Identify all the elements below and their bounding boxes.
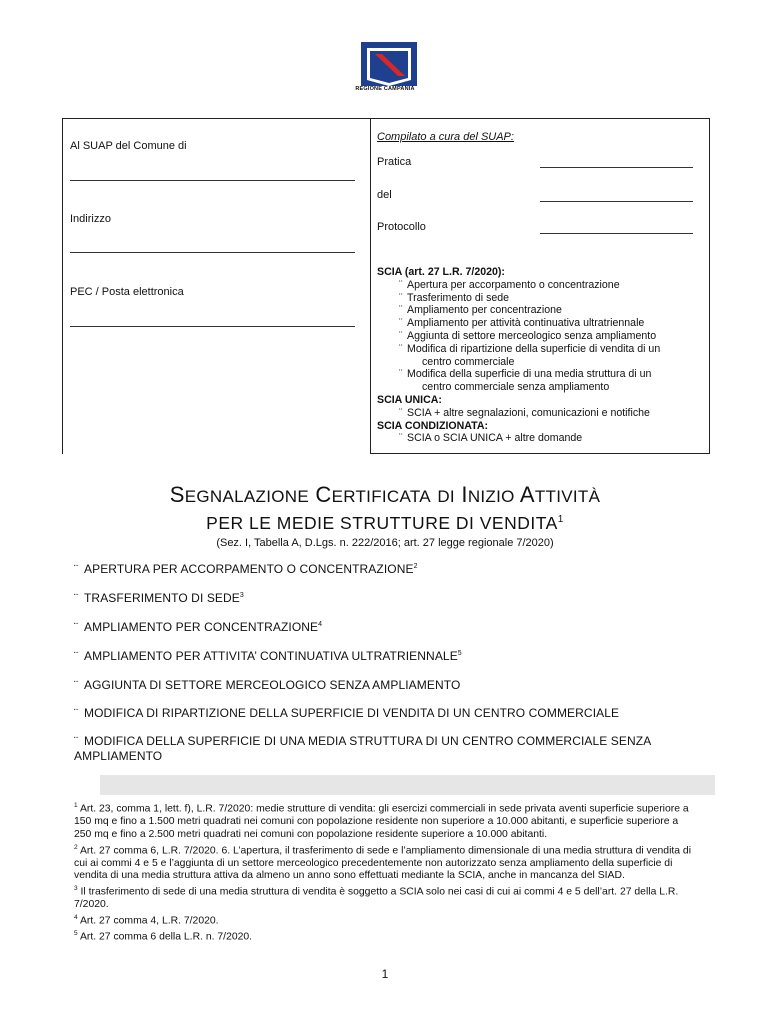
protocollo-label: Protocollo <box>377 221 426 233</box>
scia-option[interactable]: ¨ Trasferimento di sede <box>399 291 510 304</box>
scia-unica-head: SCIA UNICA: <box>377 393 442 406</box>
scia-option-cont: centro commerciale <box>422 355 515 368</box>
scia-cond-head: SCIA CONDIZIONATA: <box>377 419 489 432</box>
scia-unica-option[interactable]: ¨ SCIA + altre segnalazioni, comunicazioni e notifiche <box>399 406 650 419</box>
pec-label: PEC / Posta elettronica <box>70 286 184 298</box>
pratica-label: Pratica <box>377 156 412 168</box>
protocollo-field[interactable] <box>540 233 693 234</box>
checkbox-icon[interactable]: ¨ <box>399 304 403 317</box>
scia-option[interactable]: ¨ Modifica della superficie di una media struttura di un <box>399 368 652 381</box>
checkbox-icon[interactable]: ¨ <box>399 406 403 419</box>
address-field[interactable] <box>70 252 355 253</box>
footnotes <box>74 800 694 944</box>
checkbox-icon[interactable]: ¨ <box>74 734 79 748</box>
page-number: 1 <box>381 967 389 981</box>
addressee-label: Al SUAP del Comune di <box>70 140 187 152</box>
checkbox-icon[interactable]: ¨ <box>74 562 79 576</box>
scia-head: SCIA (art. 27 L.R. 7/2020): <box>377 266 505 278</box>
scia-option[interactable]: ¨ Modifica di ripartizione della superficie di vendita di un <box>399 342 661 355</box>
del-field[interactable] <box>540 201 693 202</box>
scia-type-list <box>377 266 707 445</box>
document-subtitle: PER LE MEDIE STRUTTURE DI VENDITA$^1$ <box>206 513 564 533</box>
scia-option[interactable]: ¨ Apertura per accorpamento o concentrazione <box>399 278 620 291</box>
addressee-field[interactable] <box>70 180 355 181</box>
scia-option[interactable]: ¨ Aggiunta di settore merceologico senza ampliamento <box>399 329 657 342</box>
pec-field[interactable] <box>70 326 355 327</box>
checkbox-icon[interactable]: ¨ <box>74 620 79 634</box>
logo-caption: REGIONE CAMPANIA <box>355 86 415 92</box>
separator-bar <box>100 775 715 795</box>
checkbox-icon[interactable]: ¨ <box>399 278 403 291</box>
checkbox-icon[interactable]: ¨ <box>74 706 79 720</box>
pratica-field[interactable] <box>540 167 693 168</box>
scia-option[interactable]: ¨ Ampliamento per concentrazione <box>399 304 562 317</box>
checkbox-icon[interactable]: ¨ <box>399 342 403 355</box>
suap-title: Compilato a cura del SUAP: <box>377 131 514 143</box>
option-modifica-superficie[interactable]: ¨ MODIFICA DELLA SUPERFICIE DI UNA MEDIA STRUTTURA DI UN CENTRO COMMERCIALE SENZA AMPLIAMENTO <box>74 734 652 763</box>
option-ampliamento-ultratriennale[interactable]: ¨ AMPLIAMENTO PER ATTIVITA’ CONTINUATIVA ULTRATRIENNALE$^5$ <box>74 649 462 663</box>
option-apertura[interactable]: ¨ APERTURA PER ACCORPAMENTO O CONCENTRAZIONE$^2$ <box>74 562 418 576</box>
checkbox-icon[interactable]: ¨ <box>399 432 403 445</box>
option-ampliamento-concentrazione[interactable]: ¨ AMPLIAMENTO PER CONCENTRAZIONE$^4$ <box>74 620 323 634</box>
checkbox-icon[interactable]: ¨ <box>399 368 403 381</box>
option-aggiunta-settore[interactable]: ¨ AGGIUNTA DI SETTORE MERCEOLOGICO SENZA AMPLIAMENTO <box>74 678 461 692</box>
document-title: SEGNALAZIONE CERTIFICATA DI INIZIO ATTIVITÀ <box>169 482 601 507</box>
scia-option[interactable]: ¨ Ampliamento per attività continuativa ultratriennale <box>399 317 645 330</box>
checkbox-icon[interactable]: ¨ <box>74 678 79 692</box>
checkbox-icon[interactable]: ¨ <box>74 591 79 605</box>
footnote: $^2$ Art. 27 comma 6, L.R. 7/2020. 6. L’apertura, il trasferimento di sede e l’ampliamento dimensionale di una media struttura di vendita di cui ai commi 4 e 5 e l’aggiunta di un settore merceologico precedentemente non autorizzato senza ampliamento della superficie di vendita di una media struttura attiva da almeno un anno sono effettuati mediante la SCIA, anche in mancanza del SIAD. <box>74 843 692 882</box>
footnote: $^1$ Art. 23, comma 1, lett. f), L.R. 7/2020: medie strutture di vendita: gli esercizi commerciali in sede privata aventi superficie superiore a 150 mq e fino a 1.500 metri quadrati nei comuni con popolazione residente non superiore a 10.000 abitanti, e superficie superiore a 250 mq e fino a 2.500 metri quadrati nei comuni con popolazione residente superiore a 10.000 abitanti. <box>74 802 689 840</box>
scia-option-cont: centro commerciale senza ampliamento <box>422 381 610 394</box>
address-label: Indirizzo <box>70 213 111 225</box>
scia-cond-option[interactable]: ¨ SCIA o SCIA UNICA + altre domande <box>399 432 583 445</box>
del-label: del <box>377 189 392 201</box>
checkbox-icon[interactable]: ¨ <box>74 649 79 663</box>
checkbox-icon[interactable]: ¨ <box>399 291 403 304</box>
option-modifica-ripartizione[interactable]: ¨ MODIFICA DI RIPARTIZIONE DELLA SUPERFICIE DI VENDITA DI UN CENTRO COMMERCIALE <box>74 706 620 720</box>
footnote: $^4$ Art. 27 comma 4, L.R. 7/2020. <box>74 914 219 927</box>
legal-reference: (Sez. I, Tabella A, D.Lgs. n. 222/2016; art. 27 legge regionale 7/2020) <box>216 537 554 549</box>
checkbox-icon[interactable]: ¨ <box>399 329 403 342</box>
footnote: $^5$ Art. 27 comma 6 della L.R. n. 7/2020. <box>74 930 253 943</box>
option-trasferimento[interactable]: ¨ TRASFERIMENTO DI SEDE$^3$ <box>74 591 244 605</box>
checkbox-icon[interactable]: ¨ <box>399 317 403 330</box>
footnote: $^3$ Il trasferimento di sede di una media struttura di vendita è soggetto a SCIA solo nei casi di cui ai commi 4 e 5 dell’art. 27 della L.R. 7/2020. <box>74 885 679 911</box>
